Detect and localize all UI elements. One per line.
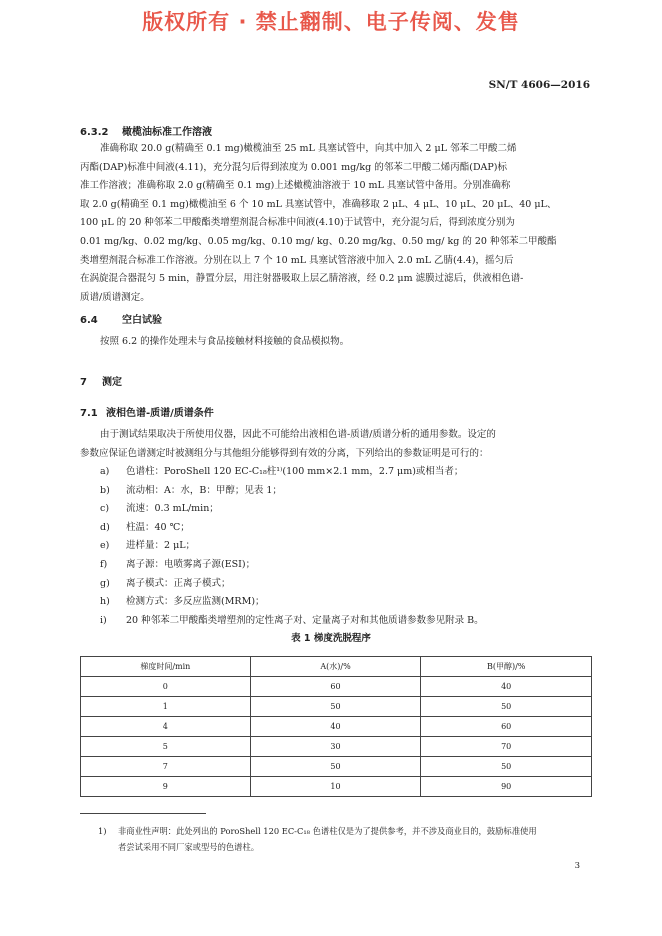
item-label: e) <box>100 540 110 552</box>
conditions-list <box>100 463 590 630</box>
list-item <box>100 575 590 594</box>
table-cell: 60 <box>421 717 592 737</box>
table-row <box>81 737 592 757</box>
item-label: i) <box>100 614 107 626</box>
table-cell: 50 <box>250 697 421 717</box>
gradient-table <box>80 656 592 797</box>
footnote-line: 非商业性声明：此处列出的 PoroShell 120 EC-C₁₈ 色谱柱仅是为了提供参考，并不涉及商业目的，鼓励标准使用 <box>118 826 537 836</box>
item-label: b) <box>100 484 110 496</box>
section-7-heading <box>80 373 122 388</box>
list-item <box>100 593 590 612</box>
paragraph-line: 质谱/质谱测定。 <box>80 291 150 303</box>
section-number: 7 <box>80 377 87 388</box>
table-cell: 70 <box>421 737 592 757</box>
table-cell: 5 <box>81 737 251 757</box>
table-row <box>81 757 592 777</box>
page-number: 3 <box>574 861 580 871</box>
table-row <box>81 717 592 737</box>
list-item <box>100 482 590 501</box>
list-item <box>100 612 590 631</box>
table-cell: 9 <box>81 777 251 797</box>
item-label: c) <box>100 503 110 515</box>
section-title: 液相色谱-质谱/质谱条件 <box>106 408 214 419</box>
paragraph-line: 100 μL 的 20 种邻苯二甲酸酯类增塑剂混合标准中间液(4.10)于试管中，充分混匀后，得到浓度分别为 <box>80 217 515 229</box>
item-text: 离子模式：正离子模式； <box>126 577 231 589</box>
item-text: 流动相：A：水，B：甲醇；见表 1； <box>126 484 282 496</box>
table-cell: 1 <box>81 697 251 717</box>
paragraph-line: 0.01 mg/kg、0.02 mg/kg、0.05 mg/kg、0.10 mg/ kg、0.20 mg/kg、0.50 mg/ kg 的 20 种邻苯二甲酸酯 <box>80 235 557 247</box>
table-header-row <box>81 657 592 677</box>
section-7-1-intro <box>80 426 590 463</box>
column-header: A(水)/% <box>250 657 421 677</box>
table-cell: 90 <box>421 777 592 797</box>
paragraph-line: 准确称取 20.0 g(精确至 0.1 mg)橄榄油至 25 mL 具塞试管中，向其中加入 2 μL 邻苯二甲酸二烯 <box>100 143 517 154</box>
paragraph-line: 准工作溶液；准确称取 2.0 g(精确至 0.1 mg)上述橄榄油溶液于 10 mL 具塞试管中备用。分别准确称 <box>80 180 511 192</box>
footnote-divider <box>80 813 206 814</box>
list-item <box>100 500 590 519</box>
section-6-4-body: 按照 6.2 的操作处理未与食品接触材料接触的食品模拟物。 <box>100 336 350 347</box>
table-cell: 60 <box>250 677 421 697</box>
paragraph-line: 由于测试结果取决于所使用仪器，因此不可能给出液相色谱-质谱/质谱分析的通用参数。设定的 <box>100 429 496 440</box>
table-cell: 4 <box>81 717 251 737</box>
item-text: 检测方式：多反应监测(MRM)； <box>126 596 265 608</box>
table-cell: 0 <box>81 677 251 697</box>
table-cell: 50 <box>421 757 592 777</box>
footnote-marker: 1) <box>98 826 107 836</box>
table-row <box>81 697 592 717</box>
paragraph-line: 类增塑剂混合标准工作溶液。分别在以上 7 个 10 mL 具塞试管溶液中加入 2.0 mL 乙腈(4.4)，摇匀后 <box>80 254 514 266</box>
paragraph-line: 取 2.0 g(精确至 0.1 mg)橄榄油至 6 个 10 mL 具塞试管中，准确移取 2 μL、4 μL、10 μL、20 μL、40 μL、 <box>80 198 557 210</box>
table-caption: 表 1 梯度洗脱程序 <box>291 633 371 644</box>
item-text: 色谱柱：PoroShell 120 EC-C₁₈柱¹⁾(100 mm×2.1 mm，2.7 μm)或相当者； <box>126 466 464 477</box>
paragraph-line: 参数应保证色谱测定时被测组分与其他组分能够得到有效的分离，下列给出的参数证明是可行的： <box>80 447 489 459</box>
table-cell: 40 <box>421 677 592 697</box>
item-label: g) <box>100 577 110 589</box>
table-cell: 30 <box>250 737 421 757</box>
paragraph-line: 丙酯(DAP)标准中间液(4.11)，充分混匀后得到浓度为 0.001 mg/kg 的邻苯二甲酸二烯丙酯(DAP)标 <box>80 161 508 173</box>
section-6-4-heading <box>80 311 162 326</box>
item-label: f) <box>100 558 108 570</box>
table-cell: 50 <box>421 697 592 717</box>
section-7-1-heading <box>80 404 214 419</box>
list-item <box>100 556 590 575</box>
copyright-watermark: 版权所有 · 禁止翻制、电子传阅、发售 <box>142 10 520 34</box>
column-header: 梯度时间/min <box>81 657 251 677</box>
section-6-3-2-body <box>80 140 590 307</box>
section-title: 测定 <box>102 377 122 388</box>
section-title: 空白试验 <box>122 315 162 326</box>
standard-number: SN/T 4606—2016 <box>488 79 590 91</box>
section-number: 6.4 <box>80 315 98 326</box>
item-text: 离子源：电喷雾离子源(ESI)； <box>126 558 256 570</box>
section-6-3-2-heading <box>80 123 212 138</box>
item-text: 20 种邻苯二甲酸酯类增塑剂的定性离子对、定量离子对和其他质谱参数参见附录 B。 <box>126 614 484 626</box>
table-cell: 50 <box>250 757 421 777</box>
item-text: 进样量：2 μL； <box>126 540 196 552</box>
table-row <box>81 777 592 797</box>
list-item <box>100 463 590 482</box>
item-text: 流速：0.3 mL/min； <box>126 503 219 515</box>
section-number: 6.3.2 <box>80 127 109 138</box>
table-cell: 7 <box>81 757 251 777</box>
item-label: d) <box>100 521 110 533</box>
item-text: 柱温：40 ℃； <box>126 521 190 533</box>
footnote-line: 者尝试采用不同厂家或型号的色谱柱。 <box>118 842 260 852</box>
list-item <box>100 537 590 556</box>
footnote-text <box>118 823 593 855</box>
section-number: 7.1 <box>80 408 98 419</box>
paragraph-line: 在涡旋混合器混匀 5 min，静置分层，用注射器吸取上层乙腈溶液，经 0.2 μm 滤膜过滤后，供液相色谱- <box>80 273 524 285</box>
table-cell: 10 <box>250 777 421 797</box>
item-label: a) <box>100 466 110 477</box>
section-title: 橄榄油标准工作溶液 <box>122 127 212 138</box>
column-header: B(甲醇)/% <box>421 657 592 677</box>
list-item <box>100 519 590 538</box>
table-cell: 40 <box>250 717 421 737</box>
table-row <box>81 677 592 697</box>
item-label: h) <box>100 596 110 608</box>
